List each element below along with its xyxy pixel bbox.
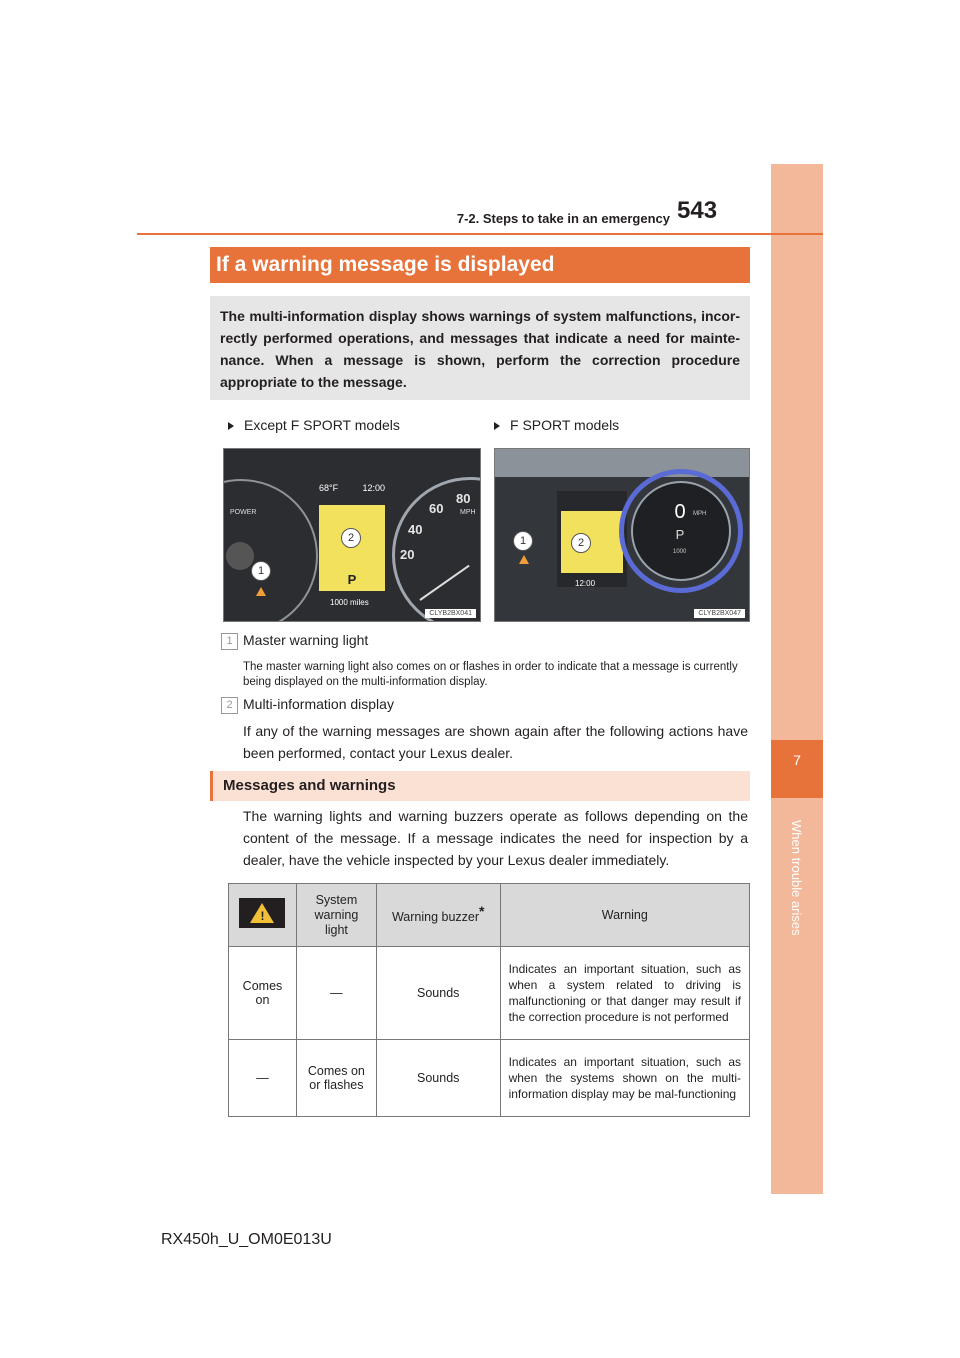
cell-buzzer: Sounds bbox=[376, 1040, 500, 1117]
triangle-bullet-icon bbox=[228, 422, 234, 430]
table-header-row bbox=[229, 884, 750, 947]
footer-code: RX450h_U_OM0E013U bbox=[161, 1231, 332, 1248]
speed-80: 80 bbox=[456, 491, 471, 506]
master-warning-icon bbox=[519, 555, 529, 564]
cell-system: Comes on or flashes bbox=[296, 1040, 376, 1117]
chapter-title: When trouble arises bbox=[789, 820, 804, 936]
item-title-master-warning: Master warning light bbox=[243, 632, 369, 648]
header-warning: Warning bbox=[500, 884, 749, 947]
item-number-2: 2 bbox=[221, 697, 238, 714]
speed-readout: 0 bbox=[674, 501, 686, 523]
image-code: CLYB2BX047 bbox=[694, 609, 745, 618]
table-row bbox=[229, 947, 750, 1040]
header-buzzer: Warning buzzer* bbox=[376, 884, 500, 947]
speed-unit: MPH bbox=[693, 511, 707, 517]
cell-buzzer: Sounds bbox=[376, 947, 500, 1040]
callout-1: 1 bbox=[251, 561, 271, 581]
speed-40: 40 bbox=[408, 522, 423, 537]
cell-warning: Indicates an important situation, such as when a system related to driving is malfunctioning or that danger may result if the correction procedure is not performed bbox=[500, 947, 749, 1040]
instrument-panel-fsport bbox=[494, 448, 750, 622]
exclamation-icon: ! bbox=[260, 909, 265, 923]
chapter-number: 7 bbox=[793, 752, 801, 768]
instrument-panel-standard bbox=[223, 448, 481, 622]
cell-master: — bbox=[229, 1040, 297, 1117]
gear-indicator: P bbox=[675, 527, 685, 542]
section-title: If a warning message is displayed bbox=[210, 247, 750, 283]
triangle-bullet-icon bbox=[494, 422, 500, 430]
callout-2: 2 bbox=[571, 533, 591, 553]
messages-table bbox=[228, 883, 750, 1117]
header-master-warning bbox=[229, 884, 297, 947]
callout-1: 1 bbox=[513, 531, 533, 551]
side-tab bbox=[771, 164, 823, 1194]
clock: 12:00 bbox=[575, 579, 596, 588]
odometer: 1000 bbox=[673, 549, 687, 555]
speed-20: 20 bbox=[400, 547, 415, 562]
cell-system: — bbox=[296, 947, 376, 1040]
item-note-master-warning: The master warning light also comes on or flashes in order to indicate that a message is currently being displayed on the multi-information display. bbox=[243, 661, 738, 688]
model-label-fsport: F SPORT models bbox=[494, 417, 619, 433]
table-row bbox=[229, 1040, 750, 1117]
master-warning-icon bbox=[256, 587, 266, 596]
model-label-standard: Except F SPORT models bbox=[228, 417, 400, 433]
callout-2: 2 bbox=[341, 528, 361, 548]
image-code: CLYB2BX041 bbox=[425, 609, 476, 618]
header-rule bbox=[137, 233, 823, 235]
gauge-hub bbox=[226, 542, 254, 570]
side-tab-chapter-box bbox=[771, 740, 823, 798]
speed-60: 60 bbox=[429, 501, 444, 516]
dash-trim bbox=[495, 449, 750, 477]
intro-box: The multi-information display shows warnings of system malfunctions, incor-rectly performed operations, and messages that indicate a need for mainte-nance. When a message is shown, perform the correction procedure appropriate to the message. bbox=[210, 296, 750, 400]
cell-master: Comes on bbox=[229, 947, 297, 1040]
speed-unit: MPH bbox=[460, 509, 476, 516]
header-system-light: System warning light bbox=[296, 884, 376, 947]
page-number: 543 bbox=[677, 197, 718, 224]
gear-indicator: P bbox=[347, 572, 357, 587]
cell-warning: Indicates an important situation, such as when the systems shown on the multi-information display may be mal-functioning bbox=[500, 1040, 749, 1117]
gear-display bbox=[319, 569, 385, 591]
subsection-title: Messages and warnings bbox=[210, 771, 750, 801]
item-number-1: 1 bbox=[221, 633, 238, 650]
power-label: POWER bbox=[230, 509, 257, 516]
header-section: 7-2. Steps to take in an emergency bbox=[456, 211, 670, 226]
item-title-mid: Multi-information display bbox=[243, 696, 394, 712]
display-top-bar: 68°F 12:00 bbox=[319, 483, 385, 493]
master-warning-symbol bbox=[239, 898, 285, 928]
odometer: 1000 miles bbox=[330, 598, 369, 607]
subsection-text: The warning lights and warning buzzers operate as follows depending on the content of the message. If a message indicates the need for inspection by a dealer, have the vehicle inspected by your Lexus dealer immediately. bbox=[243, 808, 748, 868]
after-text: If any of the warning messages are shown again after the following actions have been performed, contact your Lexus dealer. bbox=[243, 723, 748, 761]
